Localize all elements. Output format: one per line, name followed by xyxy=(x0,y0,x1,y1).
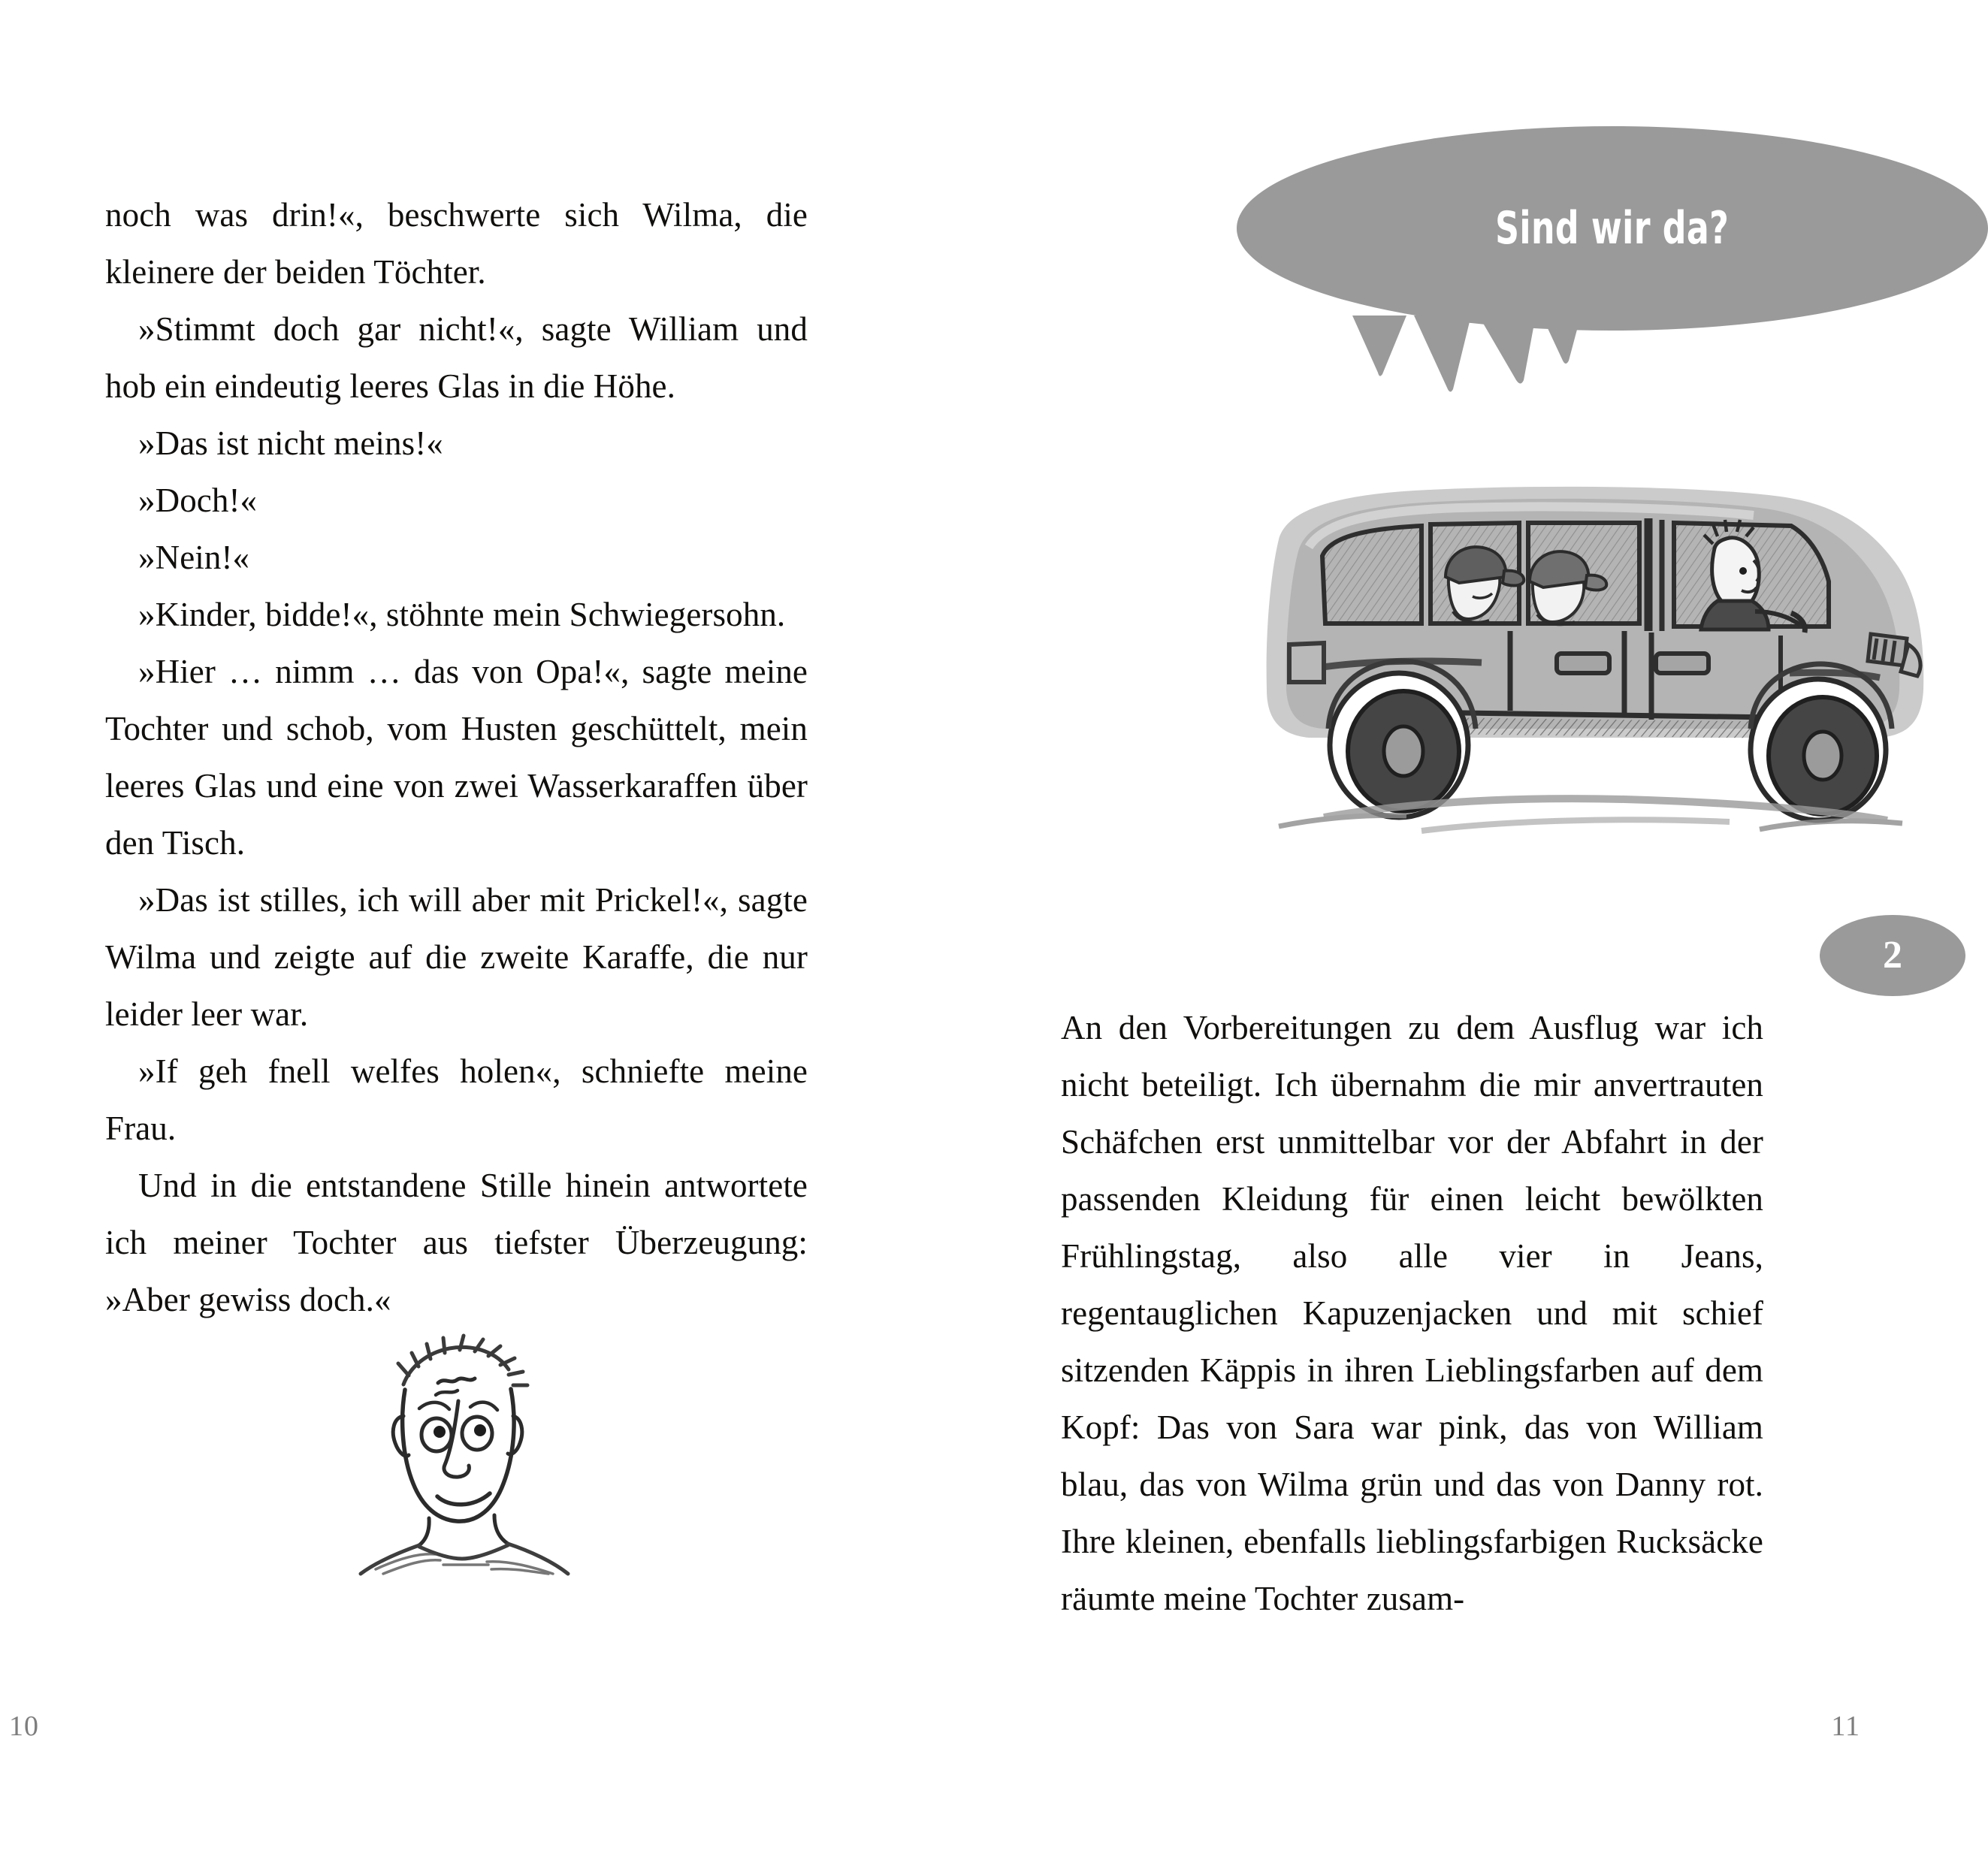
paragraph: »Stimmt doch gar nicht!«, sagte William und hob ein eindeutig leeres Glas in die Höhe. xyxy=(105,310,808,405)
speech-bubble xyxy=(1237,126,1988,331)
page-left xyxy=(0,0,935,1869)
page-number-right: 11 xyxy=(1831,1710,1860,1742)
speech-bubble-tail-icon xyxy=(1349,316,1582,413)
chapter-number-badge xyxy=(1820,915,1965,996)
paragraph: Und in die entstandene Stille hinein antwortete ich meiner Tochter aus tiefster Überzeugung: »Aber gewiss doch.« xyxy=(105,1167,808,1318)
speech-bubble-group xyxy=(1237,126,1988,457)
driver-eye-icon xyxy=(1739,567,1747,575)
driver-torso xyxy=(1701,601,1769,630)
portrait-sketch-illustration xyxy=(331,1311,594,1574)
paragraph: »Doch!« xyxy=(138,482,258,519)
paragraph: »Das ist nicht meins!« xyxy=(138,424,443,462)
right-text-column xyxy=(1061,999,1763,1627)
speech-bubble-text: Sind wir da? xyxy=(1495,202,1730,255)
page-right xyxy=(935,0,1902,1869)
page-number-left: 10 xyxy=(9,1710,39,1742)
paragraph: An den Vorbereitungen zu dem Ausflug war ich nicht beteiligt. Ich übernahm die mir anvertrauten Schäfchen erst unmittelbar vor der Abfahrt in der passenden Kleidung für einen leicht bewölkten Frühlingstag, also alle vier in Jeans, regentauglichen Kapuzenjacken und mit schief sitzenden Käppis in ihren Lieblingsfarben auf dem Kopf: Das von Sara war pink, das von William blau, das von Wilma grün und das von Danny rot. Ihre kleinen, ebenfalls lieblingsfarbigen Rucksäcke räumte meine Tochter zusam- xyxy=(1061,1009,1763,1617)
paragraph: »Kinder, bidde!«, stöhnte mein Schwiegersohn. xyxy=(138,596,786,633)
paragraph: »If geh fnell welfes holen«, schniefte meine Frau. xyxy=(105,1052,808,1147)
paragraph: »Nein!« xyxy=(138,539,250,576)
van-rear-wheel xyxy=(1330,673,1468,817)
left-text-column xyxy=(105,186,808,1328)
van-sketch-illustration xyxy=(1234,464,1955,862)
paragraph: »Hier … nimm … das von Opa!«, sagte meine Tochter und schob, vom Husten geschüttelt, mein leeres Glas und eine von zwei Wasserkaraffen über den Tisch. xyxy=(105,653,808,862)
van-front-wheel xyxy=(1751,679,1886,820)
paragraph: »Das ist stilles, ich will aber mit Prickel!«, sagte Wilma und zeigte auf die zweite Karaffe, die nur leider leer war. xyxy=(105,881,808,1033)
chapter-number: 2 xyxy=(1883,934,1902,977)
paragraph: noch was drin!«, beschwerte sich Wilma, die kleinere der beiden Töchter. xyxy=(105,196,808,291)
van-rear-details xyxy=(1289,643,1324,682)
